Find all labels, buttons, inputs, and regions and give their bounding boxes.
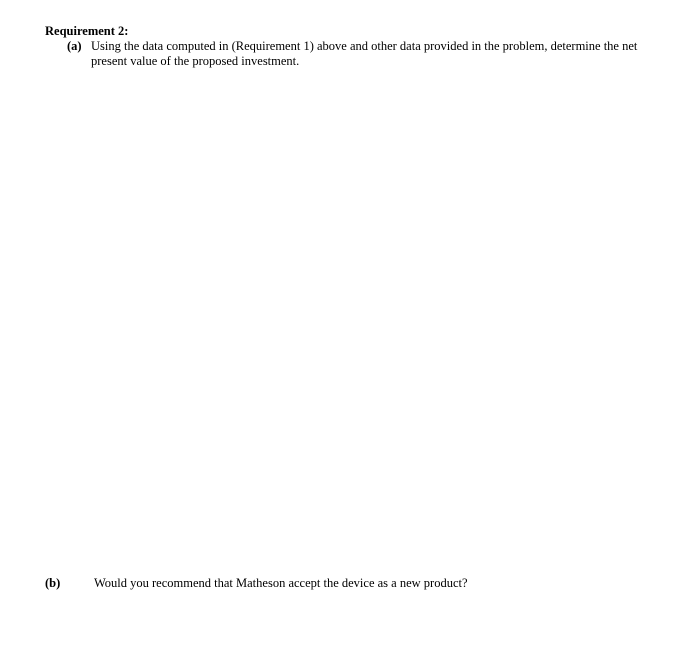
- part-a-label: (a): [67, 39, 82, 53]
- requirement-heading: Requirement 2:: [45, 24, 129, 38]
- part-a-text: Using the data computed in (Requirement 1) above and other data provided in the problem, determine the net present value of the proposed investment.: [91, 39, 638, 68]
- part-b-label: (b): [45, 576, 61, 590]
- part-a-question: [67, 39, 657, 69]
- part-b-text: Would you recommend that Matheson accept the device as a new product?: [94, 576, 468, 590]
